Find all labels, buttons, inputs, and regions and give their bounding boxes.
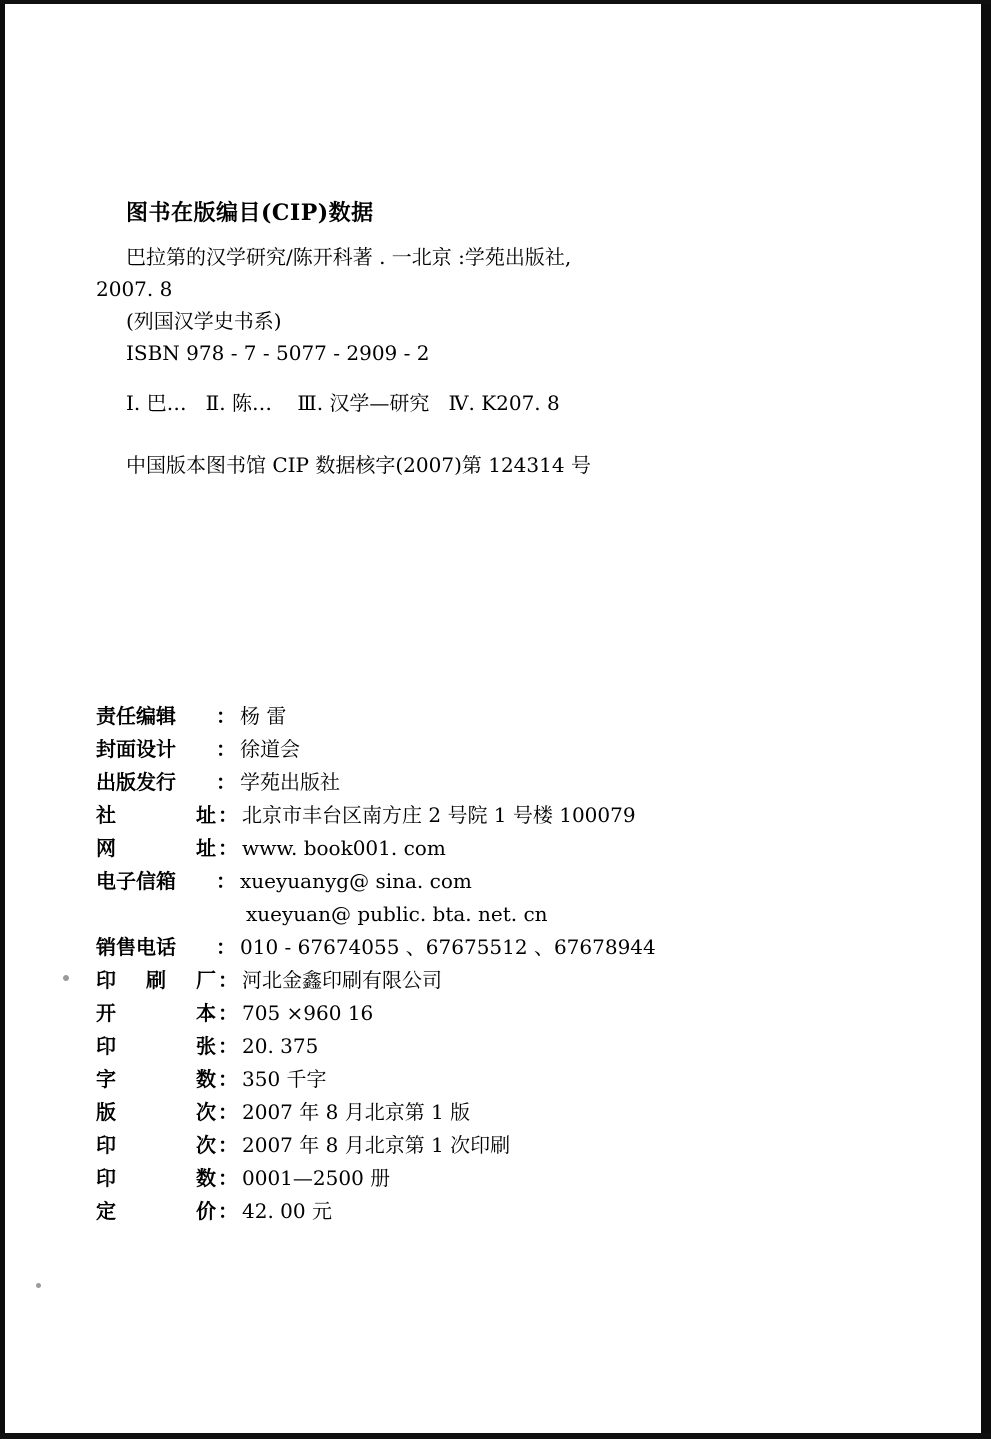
colophon-row bbox=[96, 865, 896, 898]
cip-heading: 图书在版编目(CIP)数据 bbox=[126, 200, 374, 226]
colophon-label: 出版发行 bbox=[96, 770, 176, 794]
colophon-label: 开 本 bbox=[96, 1001, 216, 1025]
colophon-label: 网 址 bbox=[96, 836, 216, 860]
colophon-email-second[interactable]: xueyuan@ public. bta. net. cn bbox=[246, 902, 548, 926]
colophon-label: 印 次 bbox=[96, 1133, 216, 1157]
page-edge-top bbox=[0, 0, 991, 4]
colophon-row bbox=[96, 733, 896, 766]
colophon-value: 42. 00 元 bbox=[242, 1199, 332, 1223]
colophon-label: 印 数 bbox=[96, 1166, 216, 1190]
colophon-row bbox=[96, 1030, 896, 1063]
cip-classification-line: Ⅰ. 巴… Ⅱ. 陈… Ⅲ. 汉学—研究 Ⅳ. K207. 8 bbox=[126, 391, 560, 415]
colophon-row bbox=[96, 1063, 896, 1096]
colophon-row bbox=[96, 931, 896, 964]
colophon-label: 社 址 bbox=[96, 803, 216, 827]
page-edge-right bbox=[981, 0, 991, 1439]
colophon-row bbox=[96, 997, 896, 1030]
colophon-row bbox=[96, 700, 896, 733]
colophon-separator: ： bbox=[218, 1133, 238, 1157]
colophon-value: 350 千字 bbox=[242, 1067, 327, 1091]
colophon-value: 2007 年 8 月北京第 1 版 bbox=[242, 1100, 471, 1124]
colophon-separator: ： bbox=[218, 968, 238, 992]
scan-speckle bbox=[63, 975, 69, 981]
colophon-row bbox=[96, 1129, 896, 1162]
colophon-value[interactable]: www. book001. com bbox=[242, 836, 446, 860]
colophon-row bbox=[96, 1096, 896, 1129]
colophon-separator: ： bbox=[218, 1199, 238, 1223]
cip-series-line: (列国汉学史书系) bbox=[126, 309, 282, 333]
colophon-value: 0001—2500 册 bbox=[242, 1166, 391, 1190]
colophon-separator: ： bbox=[218, 1166, 238, 1190]
colophon-value: 010 - 67674055 、67675512 、67678944 bbox=[240, 935, 656, 959]
cip-title-line: 巴拉第的汉学研究/陈开科著 . 一北京 :学苑出版社, bbox=[126, 245, 572, 269]
colophon-value: 学苑出版社 bbox=[240, 770, 340, 794]
colophon-separator: ： bbox=[216, 770, 236, 794]
colophon-row bbox=[96, 766, 896, 799]
colophon-value[interactable]: xueyuanyg@ sina. com bbox=[240, 869, 472, 893]
colophon-separator: ： bbox=[218, 803, 238, 827]
colophon-separator: ： bbox=[218, 1067, 238, 1091]
colophon-label: 定 价 bbox=[96, 1199, 216, 1223]
colophon-value: 北京市丰台区南方庄 2 号院 1 号楼 100079 bbox=[242, 803, 636, 827]
colophon-label: 责任编辑 bbox=[96, 704, 176, 728]
scan-speckle bbox=[36, 1283, 41, 1288]
colophon-separator: ： bbox=[216, 737, 236, 761]
colophon-label: 印 刷 厂 bbox=[96, 968, 216, 992]
colophon-label: 封面设计 bbox=[96, 737, 176, 761]
colophon-value: 20. 375 bbox=[242, 1034, 319, 1058]
colophon-label: 销售电话 bbox=[96, 935, 176, 959]
colophon-separator: ： bbox=[216, 869, 236, 893]
colophon-row bbox=[96, 832, 896, 865]
colophon-separator: ： bbox=[218, 1001, 238, 1025]
colophon-label: 版 次 bbox=[96, 1100, 216, 1124]
colophon-row bbox=[96, 1195, 896, 1228]
colophon-row bbox=[96, 799, 896, 832]
colophon-value: 徐道会 bbox=[240, 737, 300, 761]
colophon-separator: ： bbox=[216, 935, 236, 959]
colophon-row bbox=[96, 964, 896, 997]
colophon-label: 电子信箱 bbox=[96, 869, 176, 893]
page-edge-left bbox=[0, 0, 5, 1439]
colophon-value: 2007 年 8 月北京第 1 次印刷 bbox=[242, 1133, 511, 1157]
colophon-separator: ： bbox=[216, 704, 236, 728]
colophon-label: 印 张 bbox=[96, 1034, 216, 1058]
colophon-value: 杨 雷 bbox=[240, 704, 287, 728]
cip-spacer bbox=[96, 369, 886, 387]
colophon-separator: ： bbox=[218, 1100, 238, 1124]
cip-registry-line: 中国版本图书馆 CIP 数据核字(2007)第 124314 号 bbox=[126, 453, 591, 477]
colophon-separator: ： bbox=[218, 836, 238, 860]
colophon-separator: ： bbox=[218, 1034, 238, 1058]
colophon-block bbox=[96, 700, 896, 1228]
page-edge-bottom bbox=[0, 1433, 991, 1439]
colophon-label: 字 数 bbox=[96, 1067, 216, 1091]
colophon-value: 河北金鑫印刷有限公司 bbox=[242, 968, 442, 992]
cip-isbn-line: ISBN 978 - 7 - 5077 - 2909 - 2 bbox=[126, 341, 430, 365]
cip-date-line: 2007. 8 bbox=[96, 277, 173, 301]
colophon-value: 705 ×960 16 bbox=[242, 1001, 374, 1025]
cip-block bbox=[96, 196, 886, 481]
colophon-row bbox=[96, 1162, 896, 1195]
